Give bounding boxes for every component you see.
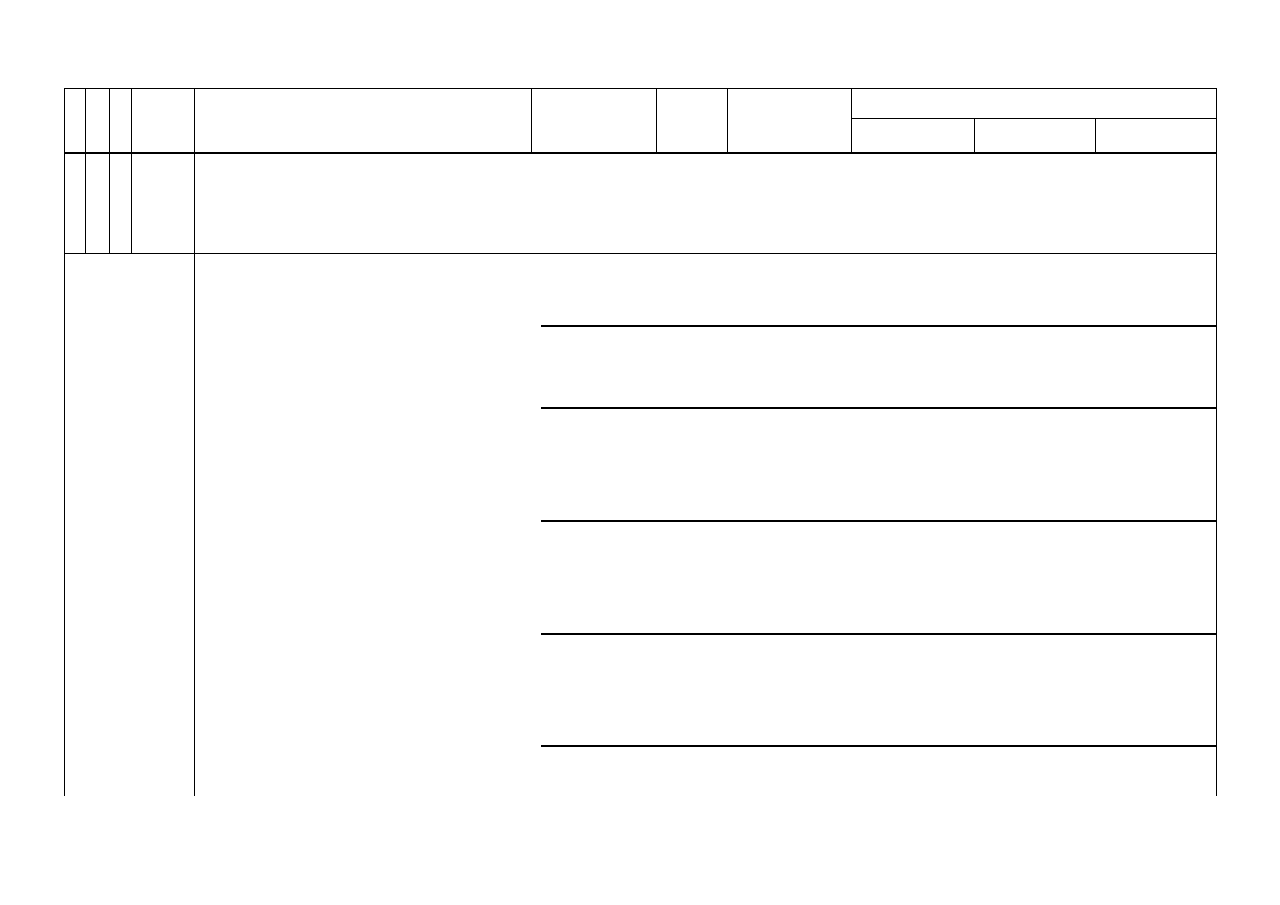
budget-table [64, 88, 1217, 796]
table-row [65, 173, 1216, 186]
table-row [65, 205, 1216, 218]
table-row [65, 186, 1216, 199]
